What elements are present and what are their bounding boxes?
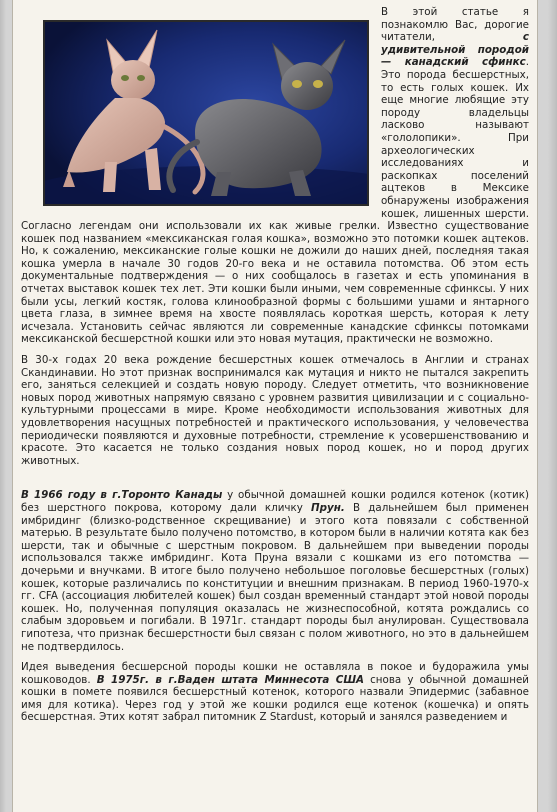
minnesota-text-a: Идея выведения бесшерсной породы кошки не оставляла в покое и будоражила умы кошководов. (21, 661, 529, 686)
toronto-text-d: В дальнейшем был применен имбридинг (близко-родственное скрещивание) и этого кота повязали с собственной матерью. В результате было получено потомство, в котором были в наличии котята как без шерсти, так и обычные с шерстным покровом. В дальнейшем при выведении породы использовался также имбридинг. Кота Пруна вязали с кошками из его потомства — дочерьми и внучками. В итоге было получено небольшое поголовье бесшерстных (голых) кошек, которые различались по конституции и внешним признакам. В период 1960-1970-х гг. CFA (ассоциация любителей кошек) был создан временный стандарт этой новой породы кошек. Но, полученная популяция оказалась не жизнеспособной, котята рождались со слабым здоровьем и погибали. В 1971г. стандарт породы был анулирован. Существовала гипотеза, что признак бесшерстности был связан с полом животного, но это в дальнейшем не подтвердилось. (21, 501, 529, 653)
sphynx-cats-photo (43, 20, 369, 206)
minnesota-paragraph (21, 661, 529, 724)
toronto-paragraph (21, 489, 529, 653)
spacer (21, 475, 529, 489)
intro-breed-highlight: с удивительной породой — канадский сфинкс (381, 31, 529, 69)
toronto-text-b: у обычной домашней кошки родился котенок (котик) без шерстного покрова, которому дали кличку (21, 489, 529, 514)
cats-illustration (45, 22, 367, 204)
prun-name: Прун. (311, 501, 345, 514)
intro-text-c: . Это порода бесшерстных, то есть голых кошек. Их еще многие любящие эту породу владельцы ласково называют «гололопики». При археологических исследованиях и раскопках поселений ацтеков в Мексике обнаружены изображения кошек, лишенных шерсти. Согласно легендам они использовали их как живые грелки. Известно существование кошек под названием «мексиканская голая кошка», возможно это потомки кошек ацтеков. Но, к сожалению, мексиканские голые кошки не дожили до наших дней, последняя такая кошка умерла в начале 30 годов 20-го века и не оставила потомства. Об этом есть документальные подтверждения — о них сообщалось в газетах и есть упоминания в отчетах выставок кошек тех лет. Эти кошки были иными, чем современные сфинксы. У них были усы, легкий костяк, голова клинообразной формы с большими ушами и янтарного цвета глаза, в зимнее время на хвосте появлялась короткая шерсть, которая к лету исчезала. Установить сейчас являются ли современные канадские сфинксы потомками мексиканской бесшерстной кошки или это новая мутация, практически не возможно. (21, 56, 529, 346)
minnesota-highlight: В 1975г. в г.Ваден штата Миннесота США (96, 673, 365, 686)
intro-text-a: В этой статье я познакомлю Вас, дорогие читатели, (381, 6, 529, 44)
minnesota-text-c: снова у обычной домашней кошки в помете появился бесшерстный котенок, которого назвали Эпидермис (забавное имя для котика). Через год у этой же кошки родился еще котенок (кошечка) и опять бесшерстная. Этих котят забрал питомник Z Stardust, который и занялся разведением и (21, 673, 529, 724)
toronto-highlight: В 1966 году в г.Торонто Канады (21, 489, 223, 502)
article (12, 0, 538, 812)
history-paragraph: В 30-х годах 20 века рождение бесшерстных кошек отмечалось в Англии и странах Скандинавии. Но этот признак воспринимался как мутация и никто не пытался закрепить его, заняться селекцией и создать новую породу. Следует отметить, что возникновение новых пород животных напрямую связано с уровнем развития цивилизации и с социально-культурными процессами в мире. Кроме необходимости использования животных для удовлетворения насущных потребностей и практического использования, у человечества периодически появляются и духовные потребности, стремление к усовершенствованию и красоте. Это касается не только создания новых пород кошек, но и пород других животных. (21, 354, 529, 467)
